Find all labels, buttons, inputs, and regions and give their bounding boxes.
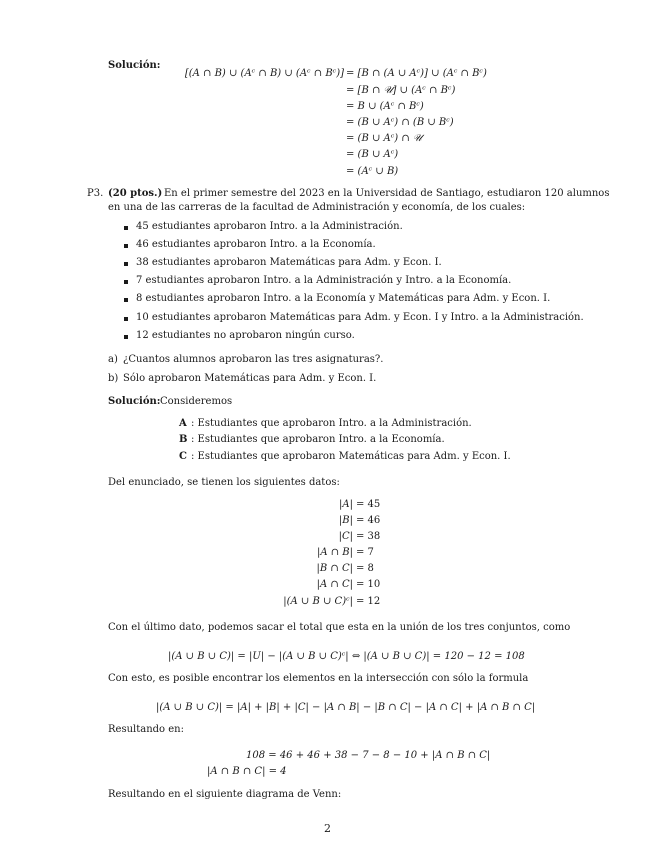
data-lhs: |B|: [338, 515, 353, 526]
set-name: A: [179, 418, 187, 429]
data-rhs: = 8: [356, 563, 374, 574]
data-lhs: |B ∩ C|: [316, 563, 353, 574]
formula-text: Con esto, es posible encontrar los elementos en la intersección con sólo la formula: [108, 673, 529, 684]
problem-number: P3.: [87, 188, 104, 199]
union-text: Con el último dato, podemos sacar el total que esta en la unión de los tres conjuntos, como: [108, 622, 571, 633]
result-equation: |A ∩ B ∩ C| = 4: [207, 766, 287, 777]
list-item: 46 estudiantes aprobaron Intro. a la Economía.: [136, 239, 376, 250]
data-rhs: = 46: [356, 515, 381, 526]
set-desc: : Estudiantes que aprobaron Intro. a la Administración.: [191, 418, 472, 429]
data-lhs: |A|: [339, 499, 353, 510]
page-number: 2: [324, 822, 331, 835]
data-lhs: |(A ∪ B ∪ C)ᶜ|: [283, 596, 353, 607]
bullet-marker: [124, 244, 128, 248]
set-desc: : Estudiantes que aprobaron Intro. a la Economía.: [191, 434, 445, 445]
solution-step: = (B ∪ Aᶜ): [346, 149, 399, 160]
data-rhs: = 38: [356, 531, 381, 542]
formula-equation: |(A ∪ B ∪ C)| = |A| + |B| + |C| − |A ∩ B| − |B ∩ C| − |A ∩ C| + |A ∩ B ∩ C|: [156, 702, 536, 713]
bullet-marker: [124, 262, 128, 266]
question-label: b): [108, 373, 119, 384]
list-item: 45 estudiantes aprobaron Intro. a la Administración.: [136, 221, 403, 232]
question-label: a): [108, 354, 118, 365]
data-intro: Del enunciado, se tienen los siguientes datos:: [108, 477, 340, 488]
solution-step: = B ∪ (Aᶜ ∩ Bᶜ): [346, 101, 424, 112]
bullet-marker: [124, 226, 128, 230]
solution-label: Solución:: [108, 60, 161, 71]
solution-step: = (Aᶜ ∪ B): [346, 166, 399, 177]
bullet-marker: [124, 298, 128, 302]
list-item: 38 estudiantes aprobaron Matemáticas para Adm. y Econ. I.: [136, 257, 442, 268]
data-rhs: = 7: [356, 547, 374, 558]
question-text: Sólo aprobaron Matemáticas para Adm. y Econ. I.: [123, 373, 377, 384]
solution-lhs: [(A ∩ B) ∪ (Aᶜ ∩ B) ∪ (Aᶜ ∩ Bᶜ)]: [184, 68, 344, 79]
bullet-marker: [124, 280, 128, 284]
list-item: 8 estudiantes aprobaron Intro. a la Economía y Matemáticas para Adm. y Econ. I.: [136, 293, 551, 304]
solution-step: = [B ∩ 𝒰] ∪ (Aᶜ ∩ Bᶜ): [346, 85, 456, 96]
set-name: B: [179, 434, 188, 445]
venn-text: Resultando en el siguiente diagrama de Venn:: [108, 789, 342, 800]
set-name: C: [179, 451, 187, 462]
list-item: 10 estudiantes aprobaron Matemáticas para Adm. y Econ. I y Intro. a la Administración.: [136, 312, 584, 323]
data-lhs: |C|: [338, 531, 353, 542]
solution-step: = (B ∪ Aᶜ) ∩ (B ∪ Bᶜ): [346, 117, 454, 128]
problem-points: (20 ptos.): [108, 188, 163, 199]
data-rhs: = 45: [356, 499, 381, 510]
result-equation: 108 = 46 + 46 + 38 − 7 − 8 − 10 + |A ∩ B ∩ C|: [246, 750, 491, 761]
problem-intro-line: En el primer semestre del 2023 en la Universidad de Santiago, estudiaron 120 alumnos: [164, 188, 610, 199]
solution-label: Solución:: [108, 396, 161, 407]
bullet-marker: [124, 317, 128, 321]
data-lhs: |A ∩ C|: [316, 579, 353, 590]
problem-intro-line: en una de las carreras de la facultad de Administración y economía, de los cuales:: [108, 202, 526, 213]
bullet-marker: [124, 335, 128, 339]
list-item: 7 estudiantes aprobaron Intro. a la Administración y Intro. a la Economía.: [136, 275, 512, 286]
union-equation: |(A ∪ B ∪ C)| = |U| − |(A ∪ B ∪ C)ᶜ| ⇔ |(A ∪ B ∪ C)| = 120 − 12 = 108: [168, 651, 525, 662]
result-text: Resultando en:: [108, 724, 184, 735]
set-desc: : Estudiantes que aprobaron Matemáticas para Adm. y Econ. I.: [191, 451, 511, 462]
data-rhs: = 12: [356, 596, 381, 607]
solution-intro: Consideremos: [160, 396, 233, 407]
data-rhs: = 10: [356, 579, 381, 590]
solution-step: = (B ∪ Aᶜ) ∩ 𝒰: [346, 133, 422, 144]
list-item: 12 estudiantes no aprobaron ningún curso.: [136, 330, 355, 341]
data-lhs: |A ∩ B|: [316, 547, 353, 558]
solution-step: = [B ∩ (A ∪ Aᶜ)] ∪ (Aᶜ ∩ Bᶜ): [346, 68, 487, 79]
question-text: ¿Cuantos alumnos aprobaron las tres asignaturas?.: [123, 354, 384, 365]
